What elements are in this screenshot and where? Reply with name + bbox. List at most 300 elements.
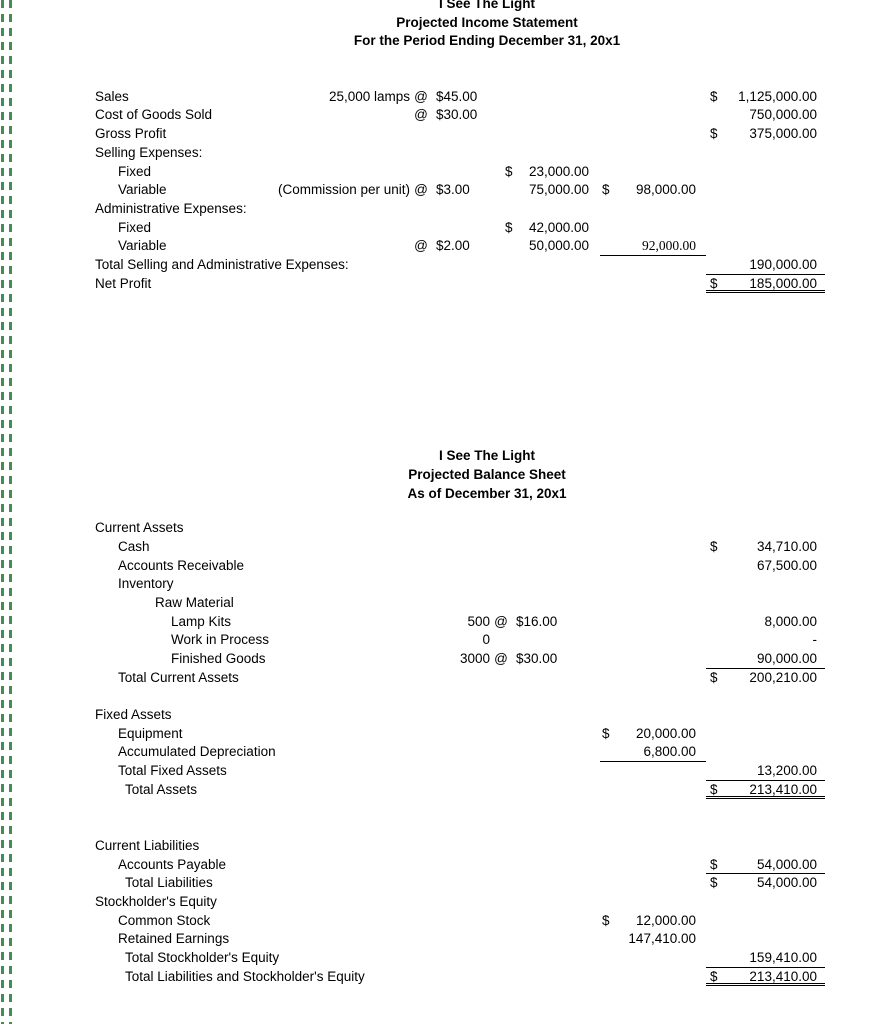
amount-column-middle (600, 88, 706, 107)
row-label: Finished Goods (171, 650, 266, 666)
balance-sheet-section (95, 447, 825, 986)
at-symbol (410, 200, 432, 219)
row-label: Gross Profit (95, 126, 167, 142)
row-label: Equipment (118, 725, 183, 741)
at-symbol (490, 968, 512, 987)
row-label: Total Current Assets (118, 669, 239, 685)
amount-value: 13,200.00 (756, 763, 817, 779)
amount-column-right (706, 893, 825, 912)
amount-value: 90,000.00 (756, 650, 817, 666)
quantity-cell (375, 781, 490, 800)
amount-column-middle (600, 930, 706, 949)
unit-price-cell (512, 706, 567, 725)
statement-row (95, 557, 825, 576)
amount-column-middle (600, 237, 706, 256)
income-statement-rows (95, 88, 825, 294)
amount-column-middle (600, 669, 706, 688)
unit-price-cell (432, 144, 487, 163)
at-symbol (490, 669, 512, 688)
row-label-cell (95, 669, 375, 688)
currency-sign: $ (710, 875, 718, 891)
amount-column-middle (600, 650, 706, 669)
amount-column-inner (505, 163, 591, 182)
currency-sign: $ (505, 219, 513, 235)
amount-value: 190,000.00 (749, 256, 817, 272)
statement-row (95, 837, 825, 856)
amount-column-right (706, 575, 825, 594)
statement-row (95, 669, 825, 688)
amount-column-inner (505, 181, 591, 200)
amount-column-right (706, 725, 825, 744)
amount-column-right (706, 557, 825, 576)
at-symbol (490, 949, 512, 968)
row-label-cell (95, 256, 349, 275)
amount-value: 159,410.00 (749, 949, 817, 965)
quantity-cell (375, 837, 490, 856)
unit-price-cell (432, 200, 487, 219)
amount-column-inner (505, 144, 591, 163)
amount-column-middle (600, 856, 706, 875)
row-label: Cash (118, 538, 150, 554)
row-label-cell (95, 631, 375, 650)
statement-row (95, 650, 825, 669)
amount-column-right (706, 144, 825, 163)
row-label-cell (95, 125, 265, 144)
row-label-cell (95, 874, 375, 893)
row-label: Lamp Kits (171, 613, 232, 629)
amount-column-right (706, 968, 825, 987)
row-label-cell (95, 743, 375, 762)
amount-column-middle (600, 519, 706, 538)
quantity-cell (265, 163, 410, 182)
row-label: Accounts Payable (118, 856, 227, 872)
amount-column-right (706, 275, 825, 294)
unit-price-cell (512, 669, 567, 688)
statement-row (95, 200, 825, 219)
quantity-cell (265, 237, 410, 256)
amount-column-right (706, 949, 825, 968)
unit-price-cell (512, 893, 567, 912)
quantity-cell: 3000 (459, 650, 490, 666)
statement-title-line: I See The Light (438, 448, 535, 464)
row-label: Cost of Goods Sold (95, 107, 213, 123)
at-symbol (410, 144, 432, 163)
statement-row (95, 856, 825, 875)
unit-price-cell (512, 538, 567, 557)
currency-sign: $ (505, 163, 513, 179)
amount-column-inner (505, 106, 591, 125)
amount-value: 750,000.00 (749, 107, 817, 123)
row-label-cell (95, 181, 265, 200)
amount-column-middle (600, 275, 706, 294)
row-label-cell (95, 912, 375, 931)
amount-value: 20,000.00 (635, 725, 696, 741)
unit-price-cell (512, 968, 567, 987)
quantity-cell (375, 968, 490, 987)
at-symbol (410, 163, 432, 182)
statement-title-line: Projected Income Statement (396, 14, 578, 30)
amount-value: 213,410.00 (749, 968, 817, 984)
at-symbol: @ (494, 613, 508, 629)
statement-title-line: As of December 31, 20x1 (407, 485, 567, 501)
amount-column-middle (600, 125, 706, 144)
row-label-cell (95, 706, 375, 725)
at-symbol: @ (414, 238, 428, 254)
row-label-cell (95, 725, 375, 744)
quantity-cell (375, 949, 490, 968)
row-label-cell (95, 200, 265, 219)
amount-value: 54,000.00 (756, 875, 817, 891)
unit-price-cell (512, 743, 567, 762)
amount-column-right (706, 237, 825, 256)
amount-column-right (706, 106, 825, 125)
row-label: Common Stock (118, 912, 211, 928)
row-label-cell (95, 106, 265, 125)
amount-column-right (706, 88, 825, 107)
amount-column-right (706, 874, 825, 893)
at-symbol (490, 762, 512, 781)
unit-price-cell (512, 781, 567, 800)
quantity-cell: (Commission per unit) (277, 182, 410, 198)
currency-sign: $ (602, 912, 610, 928)
row-label-cell (95, 930, 375, 949)
row-label-cell (95, 949, 375, 968)
amount-column-middle (600, 968, 706, 987)
amount-column-right (706, 912, 825, 931)
currency-sign: $ (710, 538, 718, 554)
row-label: Net Profit (95, 275, 152, 291)
amount-column-inner (505, 275, 591, 294)
amount-value: 8,000.00 (764, 613, 817, 629)
amount-column-right (706, 219, 825, 238)
at-symbol (490, 856, 512, 875)
amount-value: 12,000.00 (635, 912, 696, 928)
amount-column-right (706, 743, 825, 762)
row-label-cell (95, 575, 375, 594)
unit-price-cell (512, 930, 567, 949)
row-label: Stockholder's Equity (95, 893, 217, 909)
row-label: Total Fixed Assets (118, 763, 227, 779)
quantity-cell (375, 725, 490, 744)
amount-column-middle (600, 200, 706, 219)
amount-column-middle (600, 181, 706, 200)
row-label: Current Liabilities (95, 837, 200, 853)
row-label: Total Selling and Administrative Expenses: (95, 256, 349, 272)
statement-row (95, 613, 825, 632)
currency-sign: $ (710, 968, 718, 984)
at-symbol (490, 557, 512, 576)
unit-price-cell (512, 912, 567, 931)
page-break-dashed-line (9, 0, 12, 1024)
row-label: Retained Earnings (118, 931, 230, 947)
amount-column-right (706, 594, 825, 613)
statement-row (95, 575, 825, 594)
statement-row (95, 893, 825, 912)
row-label-cell (95, 837, 375, 856)
at-symbol (490, 837, 512, 856)
amount-value: 23,000.00 (528, 163, 589, 179)
quantity-cell (375, 743, 490, 762)
unit-price-cell (512, 762, 567, 781)
unit-price-cell (512, 631, 567, 650)
statement-row (95, 781, 825, 800)
row-label-cell (95, 144, 265, 163)
at-symbol (410, 219, 432, 238)
row-label-cell (95, 650, 375, 669)
at-symbol (490, 519, 512, 538)
amount-column-middle (600, 781, 706, 800)
amount-column-right (706, 163, 825, 182)
row-label-cell (95, 237, 265, 256)
statement-row (95, 256, 825, 275)
currency-sign: $ (710, 88, 718, 104)
statement-row (95, 219, 825, 238)
unit-price-cell (512, 575, 567, 594)
amount-column-right (706, 781, 825, 800)
at-symbol (490, 874, 512, 893)
at-symbol (490, 781, 512, 800)
amount-column-middle (600, 743, 706, 762)
amount-column-right (706, 256, 825, 275)
at-symbol (490, 893, 512, 912)
row-label: Total Stockholder's Equity (125, 949, 280, 965)
unit-price-cell: $45.00 (436, 88, 478, 104)
unit-price-cell (432, 219, 487, 238)
statement-title-line: Projected Balance Sheet (408, 466, 566, 482)
at-symbol (410, 275, 432, 294)
amount-column-right (706, 930, 825, 949)
row-label: Total Liabilities (125, 875, 213, 891)
at-symbol (490, 631, 512, 650)
quantity-cell: 500 (467, 613, 490, 629)
statement-title-line: For the Period Ending December 31, 20x1 (353, 33, 621, 49)
statement-row (95, 106, 825, 125)
unit-price-cell: $16.00 (516, 613, 558, 629)
statement-row (95, 519, 825, 538)
amount-column-right (706, 650, 825, 669)
statement-row (95, 762, 825, 781)
row-label: Sales (95, 88, 129, 104)
quantity-cell (375, 893, 490, 912)
statement-row (95, 181, 825, 200)
quantity-cell (375, 762, 490, 781)
unit-price-cell (512, 874, 567, 893)
unit-price-cell: $30.00 (516, 650, 558, 666)
statement-row (95, 874, 825, 893)
amount-column-right (706, 538, 825, 557)
amount-column-middle (600, 706, 706, 725)
row-label-cell (95, 594, 375, 613)
row-label: Selling Expenses: (95, 144, 203, 160)
statement-row (95, 125, 825, 144)
amount-value: 54,000.00 (756, 856, 817, 872)
amount-value: 75,000.00 (528, 182, 589, 198)
statement-row (95, 144, 825, 163)
quantity-cell (375, 856, 490, 875)
at-symbol (490, 594, 512, 613)
amount-column-inner (505, 237, 591, 256)
row-label: Fixed (118, 219, 152, 235)
row-label-cell (95, 519, 375, 538)
quantity-cell (265, 275, 410, 294)
amount-column-middle (600, 163, 706, 182)
at-symbol (490, 725, 512, 744)
quantity-cell (265, 106, 410, 125)
amount-column-inner (505, 219, 591, 238)
row-label-cell (95, 968, 375, 987)
statement-row (95, 912, 825, 931)
at-symbol (410, 125, 432, 144)
statement-row (95, 275, 825, 294)
row-label-cell (95, 275, 265, 294)
amount-column-middle (600, 219, 706, 238)
row-label-cell (95, 219, 265, 238)
amount-value: 34,710.00 (756, 538, 817, 554)
row-label: Total Assets (125, 781, 198, 797)
statement-row (95, 88, 825, 107)
amount-column-inner (505, 200, 591, 219)
row-label: Variable (118, 182, 167, 198)
currency-sign: $ (602, 182, 610, 198)
income-statement-titles (95, 0, 825, 51)
row-label-cell (95, 781, 375, 800)
amount-value: 147,410.00 (628, 931, 696, 947)
spacer-row (95, 799, 825, 818)
amount-column-inner (505, 125, 591, 144)
amount-value: 98,000.00 (635, 182, 696, 198)
page-break-dashed-line (1, 0, 4, 1024)
amount-column-middle (600, 893, 706, 912)
amount-column-middle (600, 594, 706, 613)
unit-price-cell: $2.00 (436, 238, 470, 254)
amount-value: 42,000.00 (528, 219, 589, 235)
statement-row (95, 706, 825, 725)
unit-price-cell (512, 856, 567, 875)
statement-title-line: I See The Light (438, 0, 535, 11)
amount-column-middle (600, 762, 706, 781)
row-label-cell (95, 88, 265, 107)
statement-row (95, 725, 825, 744)
statement-row (95, 968, 825, 987)
at-symbol (410, 256, 432, 275)
quantity-cell (375, 912, 490, 931)
amount-value: 200,210.00 (749, 669, 817, 685)
at-symbol: @ (414, 182, 428, 198)
currency-sign: $ (602, 725, 610, 741)
row-label-cell (95, 856, 375, 875)
amount-column-right (706, 856, 825, 875)
amount-value: 6,800.00 (643, 744, 696, 760)
unit-price-cell (432, 256, 487, 275)
amount-column-middle (600, 837, 706, 856)
unit-price-cell (512, 519, 567, 538)
amount-value: 185,000.00 (749, 275, 817, 291)
amount-column-right (706, 631, 825, 650)
row-label-cell (95, 163, 265, 182)
currency-sign: $ (710, 275, 718, 291)
amount-column-right (706, 181, 825, 200)
statement-row (95, 594, 825, 613)
unit-price-cell (512, 949, 567, 968)
amount-value: 375,000.00 (749, 126, 817, 142)
amount-column-right (706, 519, 825, 538)
statement-row (95, 237, 825, 256)
at-symbol: @ (414, 88, 428, 104)
statement-row (95, 930, 825, 949)
spacer-row (95, 687, 825, 706)
amount-value: 1,125,000.00 (738, 88, 817, 104)
quantity-cell (265, 219, 410, 238)
quantity-cell (375, 930, 490, 949)
statement-row (95, 163, 825, 182)
amount-column-right (706, 125, 825, 144)
amount-column-right (706, 613, 825, 632)
amount-column-inner (505, 88, 591, 107)
quantity-cell (375, 669, 490, 688)
amount-column-right (706, 706, 825, 725)
quantity-cell: 0 (482, 632, 490, 648)
quantity-cell (375, 538, 490, 557)
quantity-cell (375, 575, 490, 594)
amount-value: 92,000.00 (642, 238, 696, 254)
unit-price-cell (432, 163, 487, 182)
currency-sign: $ (710, 126, 718, 142)
spacer-row (95, 818, 825, 837)
amount-value: 50,000.00 (528, 238, 589, 254)
amount-column-middle (600, 949, 706, 968)
row-label-cell (95, 538, 375, 557)
quantity-cell (265, 125, 410, 144)
row-label-cell (95, 762, 375, 781)
amount-column-middle (600, 631, 706, 650)
currency-sign: $ (710, 781, 718, 797)
statement-row (95, 743, 825, 762)
unit-price-cell (512, 557, 567, 576)
amount-column-right (706, 837, 825, 856)
currency-sign: $ (710, 856, 718, 872)
at-symbol: @ (414, 107, 428, 123)
row-label-cell (95, 557, 375, 576)
amount-column-middle (600, 725, 706, 744)
quantity-cell (375, 874, 490, 893)
at-symbol: @ (494, 650, 508, 666)
quantity-cell (375, 557, 490, 576)
income-statement-section (95, 0, 825, 293)
row-label: Raw Material (155, 594, 234, 610)
row-label: Work in Process (171, 632, 270, 648)
at-symbol (490, 575, 512, 594)
row-label: Variable (118, 238, 167, 254)
statement-row (95, 631, 825, 650)
quantity-cell (265, 256, 410, 275)
row-label-cell (95, 613, 375, 632)
amount-column-inner (505, 256, 591, 275)
row-label: Fixed (118, 163, 152, 179)
unit-price-cell (432, 125, 487, 144)
unit-price-cell (512, 837, 567, 856)
unit-price-cell (512, 725, 567, 744)
amount-column-middle (600, 144, 706, 163)
amount-column-middle (600, 613, 706, 632)
row-label: Administrative Expenses: (95, 200, 247, 216)
statement-row (95, 949, 825, 968)
amount-column-middle (600, 874, 706, 893)
unit-price-cell: $3.00 (436, 182, 470, 198)
amount-column-middle (600, 575, 706, 594)
row-label-cell (95, 893, 375, 912)
amount-value: 67,500.00 (756, 557, 817, 573)
unit-price-cell: $30.00 (436, 107, 478, 123)
